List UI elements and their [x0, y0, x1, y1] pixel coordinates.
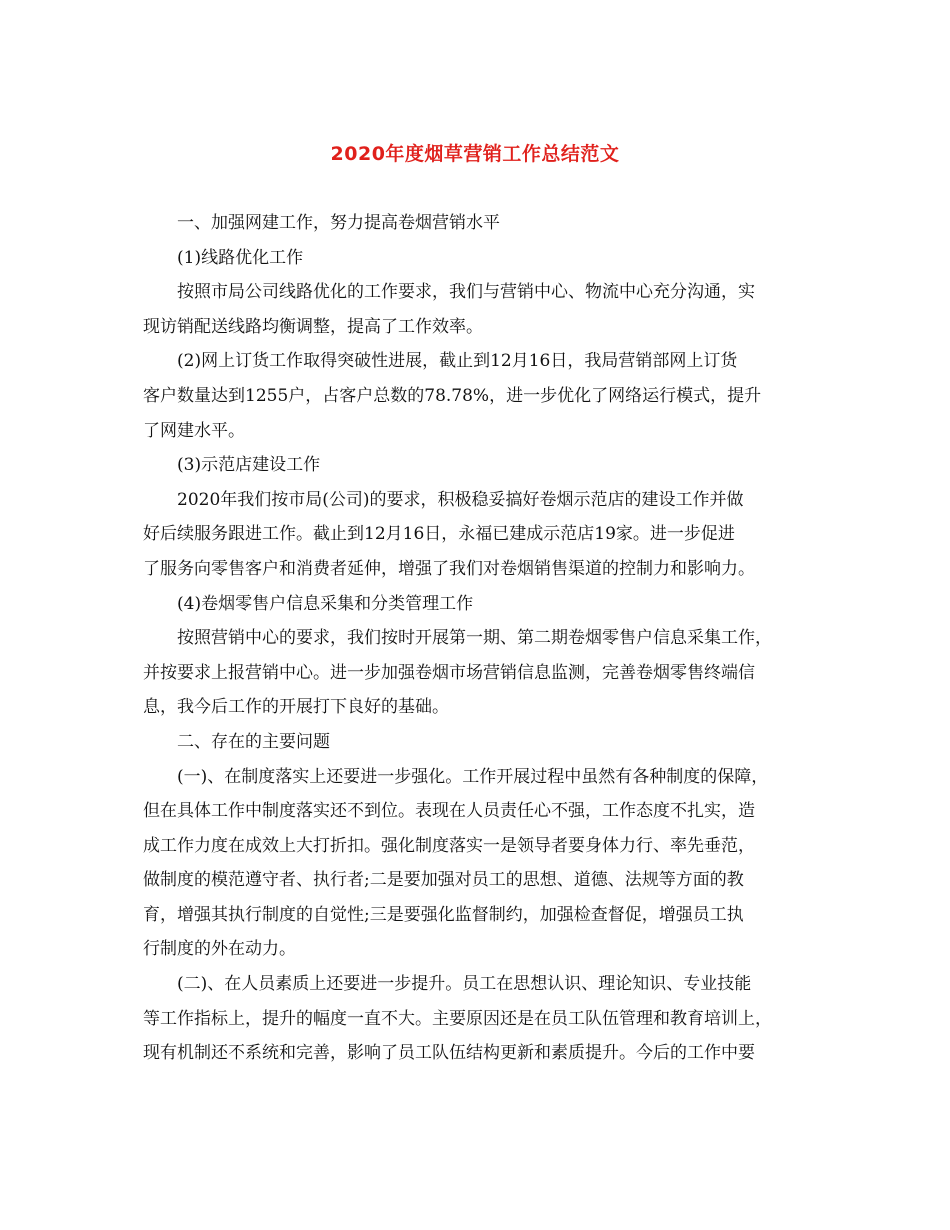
- text-line: 但在具体工作中制度落实还不到位。表现在人员责任心不强，工作态度不扎实，造: [143, 801, 755, 822]
- text-line: 做制度的模范遵守者、执行者;二是要加强对员工的思想、道德、法规等方面的教: [143, 870, 744, 891]
- text-line: 现访销配送线路均衡调整，提高了工作效率。: [143, 316, 483, 337]
- text-line: 育，增强其执行制度的自觉性;三是要强化监督制约，加强检查督促，增强员工执: [143, 904, 744, 925]
- text-line: 并按要求上报营销中心。进一步加强卷烟市场营销信息监测，完善卷烟零售终端信: [143, 662, 755, 683]
- text-line: 二、存在的主要问题: [177, 731, 330, 752]
- text-line: 行制度的外在动力。: [143, 939, 296, 960]
- text-line: 现有机制还不系统和完善，影响了员工队伍结构更新和素质提升。今后的工作中要: [143, 1043, 755, 1064]
- text-line: 2020年我们按市局(公司)的要求，积极稳妥搞好卷烟示范店的建设工作并做: [177, 489, 744, 510]
- text-line: 一、加强网建工作，努力提高卷烟营销水平: [177, 213, 500, 233]
- text-line: 按照营销中心的要求，我们按时开展第一期、第二期卷烟零售户信息采集工作，: [177, 628, 772, 649]
- text-line: (4)卷烟零售户信息采集和分类管理工作: [177, 593, 474, 614]
- text-line: (一)、在制度落实上还要进一步强化。工作开展过程中虽然有各种制度的保障，: [177, 766, 769, 787]
- text-line: 了服务向零售客户和消费者延伸，增强了我们对卷烟销售渠道的控制力和影响力。: [143, 558, 755, 579]
- text-line: (二)、在人员素质上还要进一步提升。员工在思想认识、理论知识、专业技能: [177, 974, 752, 995]
- text-line: (3)示范店建设工作: [177, 455, 321, 476]
- text-line: 成工作力度在成效上大打折扣。强化制度落实一是领导者要身体力行、率先垂范，: [143, 835, 755, 856]
- text-line: 按照市局公司线路优化的工作要求，我们与营销中心、物流中心充分沟通，实: [177, 282, 755, 303]
- document-body: [143, 206, 823, 1071]
- text-line: (1)线路优化工作: [177, 247, 304, 268]
- text-line: 客户数量达到1255户，占客户总数的78.78%，进一步优化了网络运行模式，提升: [143, 385, 762, 406]
- text-line: 等工作指标上，提升的幅度一直不大。主要原因还是在员工队伍管理和教育培训上，: [143, 1008, 772, 1029]
- text-line: (2)网上订货工作取得突破性进展，截止到12月16日，我局营销部网上订货: [177, 351, 738, 372]
- text-line: 了网建水平。: [143, 420, 245, 441]
- text-line: 息，我今后工作的开展打下良好的基础。: [143, 697, 449, 718]
- document-title: 2020年度烟草营销工作总结范文: [330, 143, 620, 165]
- text-line: 好后续服务跟进工作。截止到12月16日，永福已建成示范店19家。进一步促进: [143, 524, 735, 545]
